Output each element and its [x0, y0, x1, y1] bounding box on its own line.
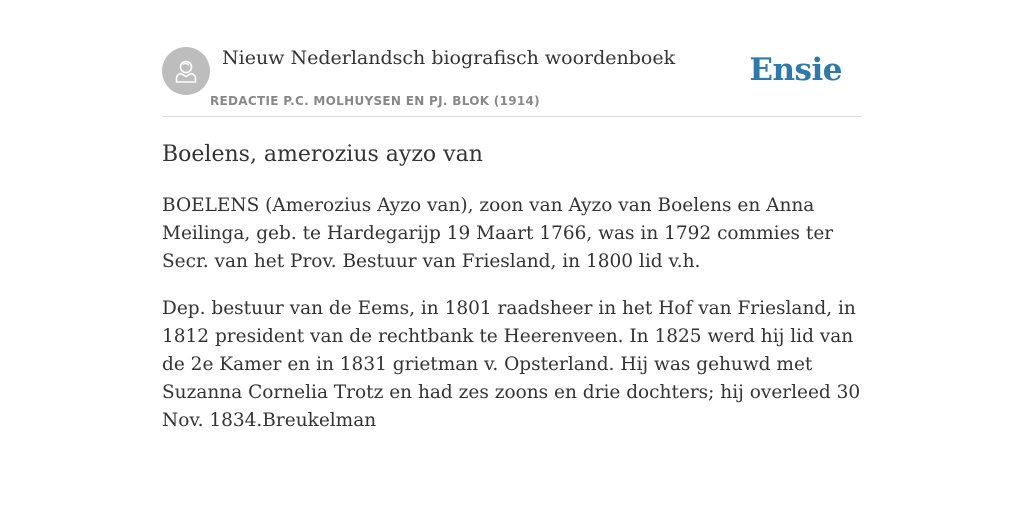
source-title[interactable]: Nieuw Nederlandsch biografisch woordenboek [222, 47, 676, 69]
entry-paragraph: BOELENS (Amerozius Ayzo van), zoon van Ayzo van Boelens en Anna Meilinga, geb. te Hardegarijp 19 Maart 1766, was in 1792 commies ter Secr. van het Prov. Bestuur van Friesland, in 1800 lid v.h. [162, 195, 834, 272]
ensie-logo[interactable]: Ensie [749, 52, 842, 88]
user-outline-icon [172, 57, 200, 85]
entry-paragraph: Dep. bestuur van de Eems, in 1801 raadsheer in het Hof van Friesland, in 1812 president van de rechtbank te Heerenveen. In 1825 werd hij lid van de 2e Kamer en in 1831 grietman v. Opsterland. Hij was gehuwd met Suzanna Cornelia Trotz en had zes zoons en drie dochters; hij overleed 30 Nov. 1834.Breukelman [162, 298, 861, 431]
source-header [162, 46, 862, 117]
entry-title: Boelens, amerozius ayzo van [162, 142, 483, 167]
source-subtitle: REDACTIE P.C. MOLHUYSEN EN PJ. BLOK (1914) [210, 94, 540, 108]
avatar[interactable] [162, 47, 210, 95]
